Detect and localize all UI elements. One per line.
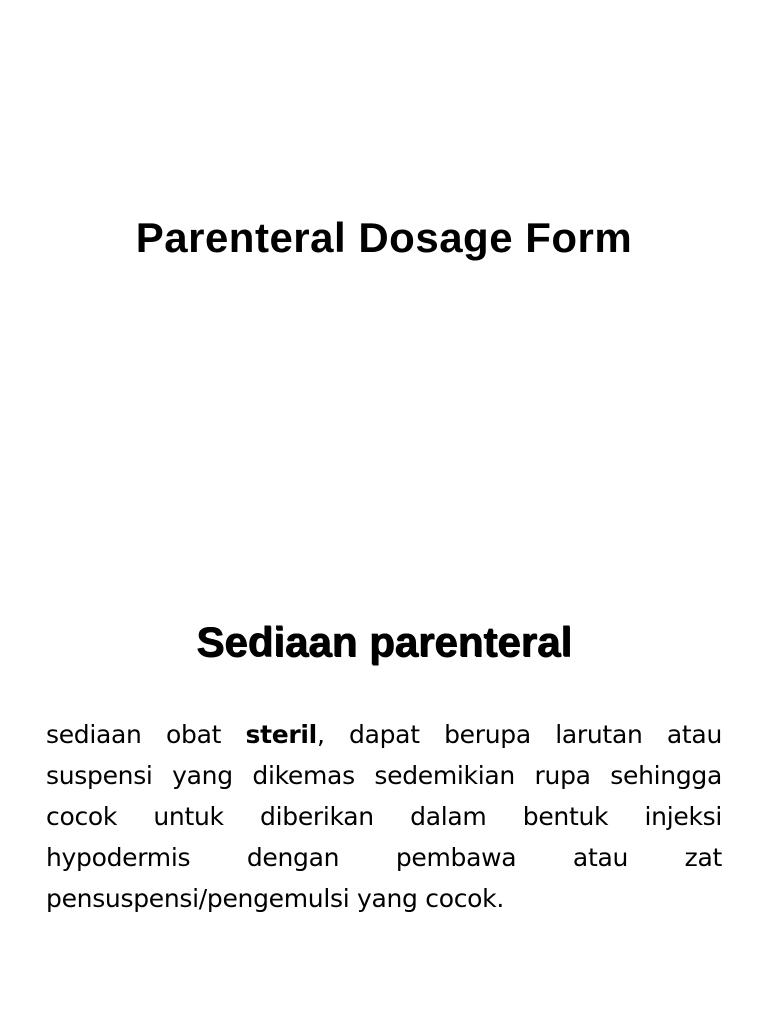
- paragraph-text-rest: , dapat berupa larutan atau suspensi yang dikemas sedemikian rupa sehingga cocok untuk diberikan dalam bentuk injeksi hypodermis dengan pembawa atau zat pensuspensi/pengemulsi yang cocok.: [46, 720, 722, 913]
- slide-2: [0, 512, 768, 1024]
- slide-heading: Sediaan parenteral: [196, 618, 572, 665]
- slide-paragraph: [46, 714, 722, 919]
- slide-title: Parenteral Dosage Form: [135, 214, 633, 261]
- paragraph-bold-term: steril: [245, 720, 317, 749]
- paragraph-text-start: sediaan obat: [46, 720, 246, 749]
